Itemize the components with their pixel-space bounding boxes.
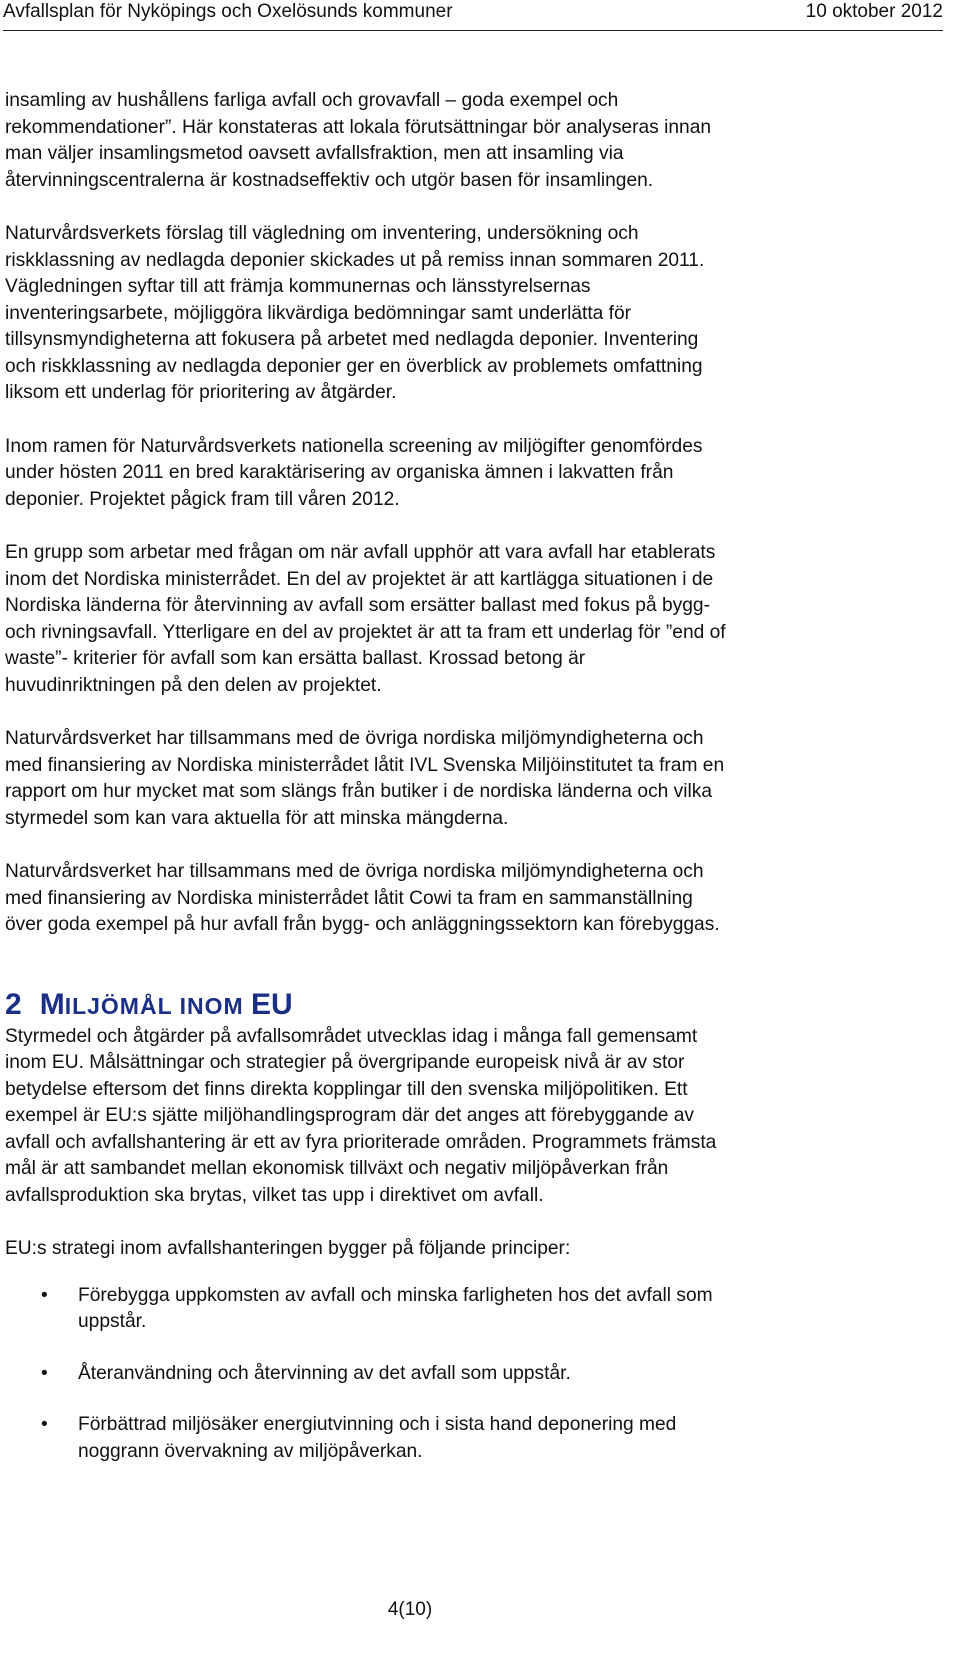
paragraph	[5, 221, 905, 407]
text-line: Återanvändning och återvinning av det avfall som uppstår.	[78, 1362, 571, 1384]
text-line: man väljer insamlingsmetod oavsett avfallsfraktion, men att insamling via	[5, 143, 624, 164]
text-line: uppstår.	[78, 1311, 147, 1332]
text-line: mål är att sambandet mellan ekonomisk tillväxt och negativ miljöpåverkan från	[5, 1158, 669, 1179]
text-line: inom EU. Målsättningar och strategier på övergripande europeisk nivå är av stor	[5, 1052, 685, 1073]
text-line: Inom ramen för Naturvårdsverkets nationella screening av miljögifter genomfördes	[5, 435, 703, 457]
page-content	[5, 88, 905, 1490]
text-line: waste”- kriterier för avfall som kan ersätta ballast. Krossad betong är	[5, 648, 586, 669]
paragraph	[5, 726, 905, 832]
text-line: återvinningscentralerna är kostnadseffektiv och utgör basen för insamlingen.	[5, 169, 654, 191]
text-line: rekommendationer”. Här konstateras att lokala förutsättningar bör analyseras innan	[5, 116, 712, 138]
text-line: och riskklassning av nedlagda deponier ger en överblick av problemets omfattning	[5, 355, 703, 377]
list-item	[5, 1412, 905, 1465]
document-title: Avfallsplan för Nyköpings och Oxelösunds kommuner	[3, 1, 453, 22]
text-line: noggrann övervakning av miljöpåverkan.	[78, 1440, 423, 1462]
paragraph	[5, 1024, 905, 1210]
paragraph	[5, 540, 905, 699]
text-line: Naturvårdsverket har tillsammans med de övriga nordiska miljömyndigheterna och	[5, 861, 704, 882]
page-number: 4(10)	[387, 1599, 433, 1620]
paragraph	[5, 88, 905, 194]
text-line: exempel är EU:s sjätte miljöhandlingsprogram där det anges att förebyggande av	[5, 1105, 695, 1126]
section-heading	[5, 987, 905, 1024]
text-line: avfall och avfallshantering är ett av fyra prioriterade områden. Programmets främsta	[5, 1131, 717, 1153]
text-line: tillsynsmyndigheterna att fokusera på arbetet med nedlagda deponier. Inventering	[5, 329, 699, 350]
text-line: Vägledningen syftar till att främja kommunernas och länsstyrelsernas	[5, 276, 591, 297]
section-title-smallcaps: ILJÖMÅL INOM	[64, 992, 252, 1019]
page-footer	[0, 1598, 820, 1622]
text-line: rapport om hur mycket mat som slängs från butiker i de nordiska länderna och vilka	[5, 781, 713, 802]
text-line: Naturvårdsverket har tillsammans med de övriga nordiska miljömyndigheterna och	[5, 728, 704, 749]
section-title-eu: EU	[251, 987, 293, 1021]
header-divider	[3, 30, 943, 31]
text-line: inom det Nordiska ministerrådet. En del av projektet är att kartlägga situationen i de	[5, 568, 714, 590]
text-line: över goda exempel på hur avfall från bygg- och anläggningssektorn kan förebyggas.	[5, 914, 720, 935]
paragraph	[5, 434, 905, 514]
text-line: riskklassning av nedlagda deponier skickades ut på remiss innan sommaren 2011.	[5, 249, 705, 271]
bullet-icon: •	[41, 1284, 48, 1306]
text-line: Naturvårdsverkets förslag till vägledning om inventering, undersökning och	[5, 223, 639, 244]
text-line: under hösten 2011 en bred karaktärisering av organiska ämnen i lakvatten från	[5, 462, 674, 483]
list-item	[5, 1361, 905, 1388]
text-line: inventeringsarbete, möjliggöra likvärdiga bedömningar samt underlätta för	[5, 302, 632, 324]
principles-list	[5, 1283, 905, 1466]
text-line: liksom ett underlag för prioritering av åtgärder.	[5, 382, 397, 403]
paragraph	[5, 859, 905, 939]
section-number: 2	[5, 987, 22, 1021]
text-line: med finansiering av Nordiska ministerrådet låtit Cowi ta fram en sammanställning	[5, 887, 693, 909]
text-line: och rivningsavfall. Ytterligare en del av projektet är att ta fram ett underlag för ”end of	[5, 621, 726, 643]
text-line: Styrmedel och åtgärder på avfallsområdet utvecklas idag i många fall gemensamt	[5, 1025, 698, 1047]
text-line: Förebygga uppkomsten av avfall och minska farligheten hos det avfall som	[78, 1284, 713, 1306]
list-item	[5, 1283, 905, 1336]
bullet-icon: •	[41, 1362, 48, 1384]
text-line: deponier. Projektet pågick fram till våren 2012.	[5, 488, 400, 510]
bullet-icon: •	[41, 1414, 48, 1435]
page-header	[3, 0, 943, 30]
text-line: Nordiska länderna för återvinning av avfall som ersätter ballast med fokus på bygg-	[5, 595, 710, 616]
text-line: styrmedel som kan vara aktuella för att minska mängderna.	[5, 807, 509, 829]
paragraph	[5, 1236, 905, 1263]
text-line: En grupp som arbetar med frågan om när avfall upphör att vara avfall har etablerats	[5, 542, 716, 563]
text-line: huvudinriktningen på den delen av projektet.	[5, 674, 382, 696]
text-line: med finansiering av Nordiska ministerrådet låtit IVL Svenska Miljöinstitutet ta fram en	[5, 754, 725, 776]
section-title-initial: M	[39, 987, 65, 1021]
document-date: 10 oktober 2012	[805, 1, 943, 22]
text-line: EU:s strategi inom avfallshanteringen bygger på följande principer:	[5, 1238, 571, 1259]
text-line: insamling av hushållens farliga avfall och grovavfall – goda exempel och	[5, 90, 619, 111]
text-line: Förbättrad miljösäker energiutvinning och i sista hand deponering med	[78, 1414, 677, 1435]
text-line: betydelse eftersom det finns direkta kopplingar till den svenska miljöpolitiken. Ett	[5, 1078, 688, 1100]
text-line: avfallsproduktion ska brytas, vilket tas upp i direktivet om avfall.	[5, 1184, 544, 1206]
